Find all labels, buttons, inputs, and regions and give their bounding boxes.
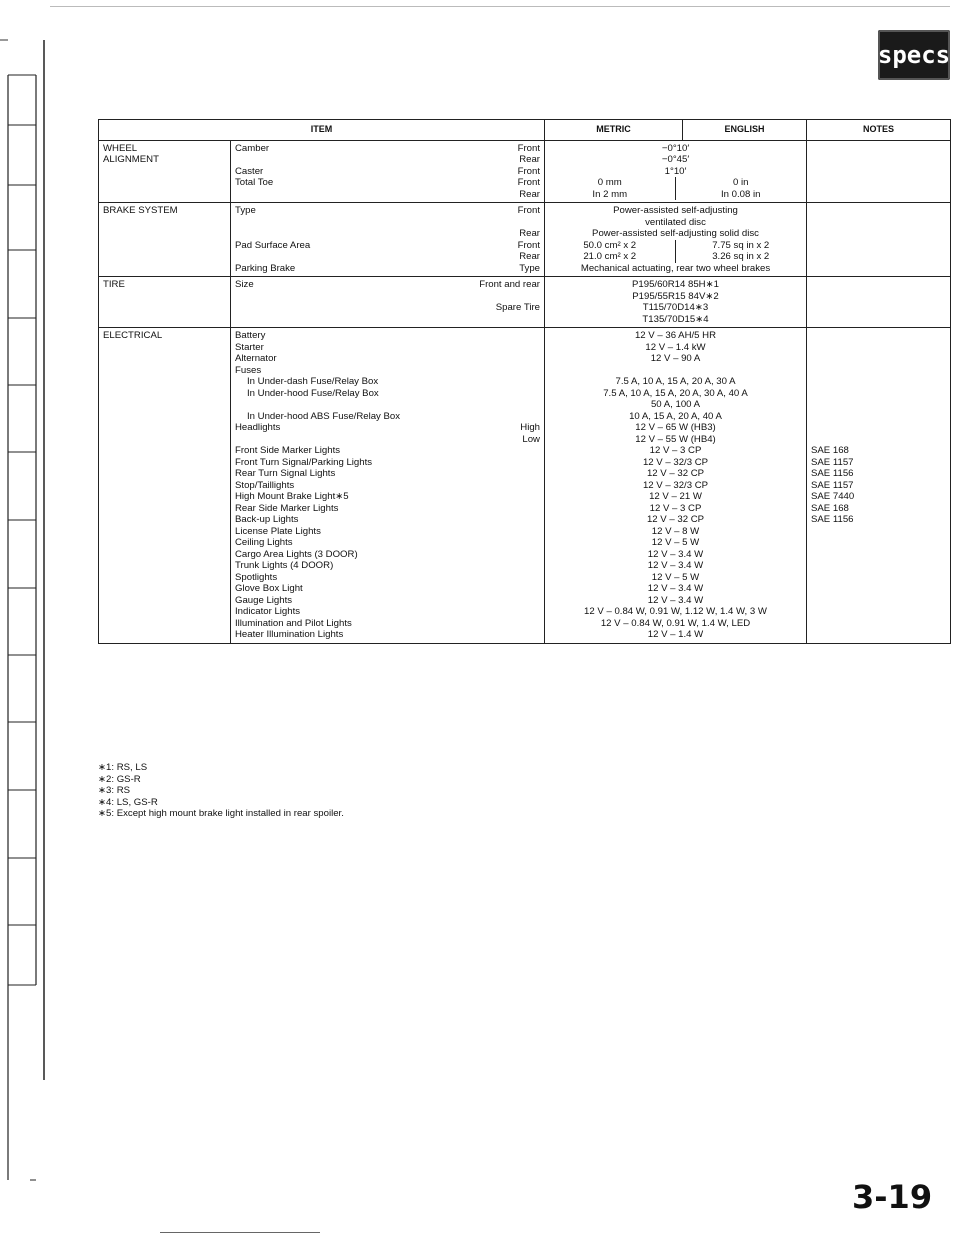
header-notes: NOTES	[807, 120, 951, 141]
item-name: In Under-hood ABS Fuse/Relay Box	[247, 410, 401, 422]
note-value: SAE 1156	[811, 468, 854, 479]
item-name: In Under-dash Fuse/Relay Box	[247, 376, 379, 387]
item-position: Spare Tire	[495, 302, 540, 313]
value-line: 12 V – 3.4 W	[647, 594, 704, 606]
item-line	[235, 154, 540, 166]
item-cell	[231, 140, 545, 203]
page-number: 3-19	[852, 1178, 933, 1216]
value-line: 50 A, 100 A	[650, 399, 701, 410]
item-name: Total Toe	[235, 177, 274, 188]
item-line	[235, 302, 540, 314]
value-line: 7.5 A, 10 A, 15 A, 20 A, 30 A	[615, 376, 736, 387]
notes-spacer	[811, 411, 946, 423]
value-line: 12 V – 1.4 W	[647, 629, 704, 640]
item-name: Spotlights	[235, 571, 278, 583]
notes-spacer	[811, 353, 946, 365]
item-name: Cargo Area Lights (3 DOOR)	[235, 548, 358, 560]
value-cell	[545, 328, 807, 644]
item-name: Parking Brake	[235, 262, 296, 274]
header-metric: METRIC	[545, 120, 683, 141]
item-position: Front	[517, 165, 540, 177]
item-position: Front	[517, 205, 540, 216]
value-line: 12 V – 65 W (HB3)	[635, 422, 716, 433]
value-line: 12 V – 32/3 CP	[642, 479, 709, 491]
item-line	[235, 583, 540, 595]
value-line: −0°10′	[661, 142, 690, 154]
header-item: ITEM	[99, 120, 545, 141]
item-position: High	[520, 422, 540, 433]
item-position: Type	[519, 262, 540, 274]
value-cell	[545, 203, 807, 277]
item-line	[235, 353, 540, 365]
value-line	[545, 240, 806, 252]
notes-spacer	[811, 376, 946, 388]
value-line: −0°45′	[661, 154, 690, 165]
value-line: 1°10′	[664, 165, 687, 177]
value-line: 12 V – 3 CP	[649, 445, 702, 456]
item-cell	[231, 203, 545, 277]
item-name: Stop/Taillights	[235, 479, 295, 491]
note-value: SAE 1157	[811, 479, 854, 491]
value-line: Mechanical actuating, rear two wheel brakes	[580, 262, 771, 274]
item-line	[235, 411, 540, 423]
system-name: WHEEL ALIGNMENT	[99, 140, 231, 203]
item-position: Front	[517, 239, 540, 251]
notes-cell	[807, 328, 951, 644]
item-position: Rear	[519, 251, 540, 262]
notes-spacer	[811, 399, 946, 411]
item-line	[235, 251, 540, 263]
notes-spacer	[811, 342, 946, 354]
notes-cell	[807, 140, 951, 203]
item-name: Battery	[235, 330, 266, 341]
footnote: ∗4: LS, GS-R	[98, 796, 158, 808]
item-line	[235, 629, 540, 641]
note-value: SAE 7440	[811, 491, 855, 502]
item-cell	[231, 277, 545, 328]
item-line	[235, 143, 540, 155]
system-name: TIRE	[99, 277, 231, 328]
value-line: 12 V – 3.4 W	[647, 583, 704, 594]
specs-tab-logo: specs	[878, 30, 950, 80]
note-value: SAE 1157	[811, 456, 854, 468]
item-line	[235, 376, 540, 388]
value-line: ventilated disc	[645, 216, 706, 228]
item-line	[235, 166, 540, 178]
value-line: Power-assisted self-adjusting	[613, 205, 738, 216]
item-name: Headlights	[235, 422, 281, 433]
value-line: 7.5 A, 10 A, 15 A, 20 A, 30 A, 40 A	[603, 387, 748, 399]
value-line: T135/70D15∗4	[642, 313, 709, 325]
note-value: SAE 168	[811, 445, 849, 456]
value-line: 12 V – 3.4 W	[647, 548, 704, 560]
value-line: 12 V – 32/3 CP	[642, 456, 709, 468]
item-name: Rear Side Marker Lights	[235, 502, 339, 514]
notes-cell	[807, 277, 951, 328]
item-line	[235, 537, 540, 549]
item-position: Rear	[519, 228, 540, 239]
item-position: Front	[517, 142, 540, 154]
value-line	[545, 365, 806, 377]
item-line	[235, 595, 540, 607]
item-line	[235, 263, 540, 275]
item-name: Fuses	[235, 364, 262, 376]
table-row	[99, 140, 951, 203]
item-line	[235, 445, 540, 457]
item-position: Low	[522, 433, 540, 445]
item-line	[235, 468, 540, 480]
item-name: Indicator Lights	[235, 606, 301, 617]
table-row	[99, 203, 951, 277]
item-name: In Under-hood Fuse/Relay Box	[247, 387, 379, 399]
item-line	[235, 434, 540, 446]
english-value: In 0.08 in	[721, 188, 761, 200]
table-row	[99, 277, 951, 328]
english-value: 7.75 sq in x 2	[712, 239, 770, 251]
value-line: Power-assisted self-adjusting solid disc	[592, 228, 759, 239]
item-name: License Plate Lights	[235, 525, 321, 537]
item-line	[235, 503, 540, 515]
metric-value: 0 mm	[545, 177, 676, 189]
item-line	[235, 388, 540, 400]
metric-value: In 2 mm	[545, 189, 676, 201]
table-header-row	[99, 120, 951, 141]
note-value: SAE 1156	[811, 514, 854, 525]
item-line	[235, 560, 540, 572]
item-name: Size	[235, 279, 254, 290]
value-line: T115/70D14∗3	[642, 302, 709, 313]
item-line	[235, 491, 540, 503]
item-position: Front	[517, 177, 540, 188]
footnotes	[98, 762, 344, 820]
item-position: Rear	[519, 188, 540, 200]
item-name: Rear Turn Signal Lights	[235, 468, 336, 479]
value-line: 12 V – 0.84 W, 0.91 W, 1.12 W, 1.4 W, 3 W	[584, 606, 767, 617]
value-line: 12 V – 5 W	[651, 537, 700, 548]
notes-spacer	[811, 388, 946, 400]
item-line	[235, 514, 540, 526]
notes-cell	[807, 203, 951, 277]
item-name: Pad Surface Area	[235, 239, 311, 251]
value-line: 12 V – 55 W (HB4)	[635, 433, 716, 445]
binder-margin-lines	[0, 0, 60, 1243]
value-line: 12 V – 90 A	[650, 353, 701, 364]
specifications-table	[98, 119, 951, 644]
item-cell	[231, 328, 545, 644]
item-line	[235, 526, 540, 538]
item-name: Illumination and Pilot Lights	[235, 617, 352, 629]
item-name: Gauge Lights	[235, 594, 293, 606]
item-name: Ceiling Lights	[235, 537, 293, 548]
value-line: 12 V – 21 W	[649, 491, 702, 502]
value-line: 12 V – 32 CP	[646, 468, 705, 479]
item-line	[235, 205, 540, 217]
footnote: ∗1: RS, LS	[98, 762, 148, 773]
value-cell	[545, 140, 807, 203]
item-name: Front Turn Signal/Parking Lights	[235, 456, 373, 468]
notes-spacer	[811, 422, 946, 434]
footnote: ∗5: Except high mount brake light installed in rear spoiler.	[98, 808, 344, 819]
value-line: 12 V – 5 W	[651, 571, 700, 583]
metric-value: 50.0 cm² x 2	[545, 240, 676, 252]
notes-spacer	[811, 365, 946, 377]
item-name: Starter	[235, 341, 264, 353]
value-line: 12 V – 3 CP	[649, 502, 702, 514]
system-name: BRAKE SYSTEM	[99, 203, 231, 277]
metric-value: 21.0 cm² x 2	[545, 251, 676, 263]
value-line: 12 V – 1.4 kW	[645, 341, 706, 353]
item-line	[235, 480, 540, 492]
header-english: ENGLISH	[683, 120, 807, 141]
value-line: 12 V – 8 W	[651, 525, 700, 537]
english-value: 3.26 sq in x 2	[712, 251, 770, 262]
item-line	[235, 422, 540, 434]
value-line	[545, 177, 806, 189]
top-rule	[50, 6, 950, 7]
item-line	[235, 189, 540, 201]
value-line	[545, 251, 806, 263]
item-line	[235, 549, 540, 561]
system-name: ELECTRICAL	[99, 328, 231, 644]
item-line	[235, 399, 540, 411]
item-name: Caster	[235, 165, 264, 177]
item-line	[235, 228, 540, 240]
item-name: Camber	[235, 142, 270, 154]
footnote: ∗2: GS-R	[98, 773, 141, 785]
item-name: High Mount Brake Light∗5	[235, 491, 349, 502]
item-name: Glove Box Light	[235, 583, 303, 594]
item-line	[235, 572, 540, 584]
bottom-mark	[160, 1232, 320, 1233]
item-position: Front and rear	[479, 279, 540, 290]
item-line	[235, 330, 540, 342]
value-line: 10 A, 15 A, 20 A, 40 A	[629, 410, 722, 422]
value-line: P195/60R14 85H∗1	[632, 279, 719, 290]
note-value: SAE 168	[811, 502, 849, 514]
value-line: 12 V – 0.84 W, 0.91 W, 1.4 W, LED	[600, 617, 751, 629]
item-line	[235, 457, 540, 469]
english-value: 0 in	[733, 177, 749, 188]
item-name: Back-up Lights	[235, 514, 299, 525]
item-line	[235, 365, 540, 377]
item-line	[235, 342, 540, 354]
item-name: Heater Illumination Lights	[235, 629, 344, 640]
value-cell	[545, 277, 807, 328]
item-line	[235, 240, 540, 252]
item-position: Rear	[519, 154, 540, 165]
item-line	[235, 291, 540, 303]
footnote: ∗3: RS	[98, 785, 131, 796]
notes-spacer	[811, 434, 946, 446]
item-name: Alternator	[235, 353, 277, 364]
item-line	[235, 217, 540, 229]
item-line	[235, 177, 540, 189]
notes-spacer	[811, 330, 946, 342]
item-name: Type	[235, 205, 256, 216]
value-line: 12 V – 3.4 W	[647, 560, 704, 571]
item-line	[235, 279, 540, 291]
value-line	[545, 189, 806, 201]
item-line	[235, 314, 540, 326]
value-line: 12 V – 36 AH/5 HR	[634, 330, 717, 341]
item-name: Trunk Lights (4 DOOR)	[235, 560, 334, 571]
item-line	[235, 606, 540, 618]
value-line: P195/55R15 84V∗2	[632, 290, 719, 302]
value-line: 12 V – 32 CP	[646, 514, 705, 525]
item-name: Front Side Marker Lights	[235, 445, 341, 456]
table-row	[99, 328, 951, 644]
item-line	[235, 618, 540, 630]
